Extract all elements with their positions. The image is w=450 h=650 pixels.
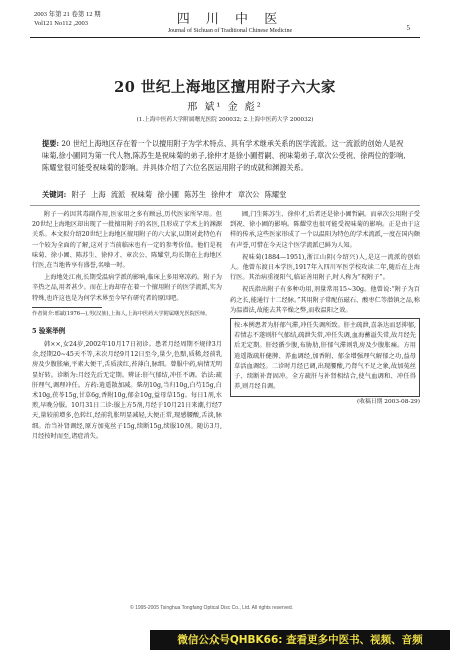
footnote-divider: [32, 307, 102, 308]
section-heading: 5 验案举例: [32, 326, 66, 335]
page-number: 5: [406, 24, 410, 32]
body-column-left: [32, 210, 222, 444]
keywords-label: 关键词:: [42, 190, 67, 199]
issue-en: Vol121 No112 ,2003: [34, 20, 88, 27]
journal-masthead: [150, 8, 310, 34]
abstract-text: 20 世纪上海地区存在着一个以擅用附子为学术特点、具有学术继承关系的医学流派。这一流派的创始人是祝味菊,徐小圃同为第一代人物,陈苏生是祝味菊的弟子,徐仲才是徐小圃哲嗣、祝味菊弟子,章次公受祝、徐两位的影响,陈耀堂很可能受祝味菊的影响。并具体介绍了六位名医运用附子的成就和渊源关系。: [42, 139, 406, 173]
author-footnote: 作者简介:邢斌(1976—),男(汉族),上海人,上海中医药大学附属曙光医院医师。: [32, 310, 211, 317]
case-commentary-box: [230, 318, 420, 397]
abstract-divider: [30, 205, 420, 206]
article-authors: 邢 斌¹ 金 彪²: [187, 102, 263, 113]
copyright-notice: © 1995-2005 Tsinghua Tongfang Optical Disc Co., Ltd. All rights reserved.: [130, 605, 294, 611]
keywords-text: 附子 上海 流派 祝味菊 徐小圃 陈苏生 徐仲才 章次公 陈耀堂: [71, 190, 287, 199]
body-paragraph: 祝味菊(1884—1951),浙江山阴(今绍兴)人,是这一流派的创始人。他曾东渡日本学医,1917年入四川军医学校攻读二年,随后在上海行医。其治病重视阳气,临证善用附子,时人称为“祝附子”。: [230, 253, 420, 282]
journal-title-cn: 四 川 中 医: [176, 12, 284, 27]
received-date: (收稿日期 2003-08-29): [357, 399, 420, 406]
abstract-label: 提要:: [42, 139, 60, 148]
issue-cn: 2003 年第 21 卷第 12 期: [34, 11, 101, 18]
header-divider: [30, 37, 420, 38]
author-affiliation: (1.上海中医药大学附属曙光医院 200032; 2.上海中医药大学 200032): [136, 117, 314, 123]
body-paragraph: 祝氏指出附子有多种功用,剂量常用15~30g。他曾说:“附子为百药之长,能通行十二经脉。”其用附子常配伍磁石、酸枣仁等潜镇之品,称为温潜法,故能去其辛燥之弊,而收温阳之效。: [230, 286, 420, 314]
journal-title-en: Journal of Sichuan of Traditional Chinese Medicine: [167, 28, 293, 34]
article-title: 20 世纪上海地区擅用附子六大家: [114, 79, 336, 96]
wechat-banner: 微信公众号QHBK66: 查看更多中医书、视频、音频: [150, 630, 450, 650]
case-report: 韩××,女24岁,2002年10月17日初诊。患者月经周期不规律3月余,经期20~45天不等,末次月经9月12日至今,量少,色黯,质稀,经前乳房及少腹胀痛,平素大便干,舌质淡红,苔薄白,脉细。曾服中药,病情无明显好转。诊断为:月经先后无定期。辨证:肝气郁结,冲任不调。治法:疏肝理气,调理冲任。方药:逍遥散加减。柴胡10g,当归10g,白芍15g,白术10g,茯苓15g,甘草6g,香附10g,郁金10g,益母草15g。每日1剂,水煎,早晚分服。10月31日二诊:服上方5剂,月经于10月21日来潮,行经7天,量较前增多,色转红,经前乳胀明显减轻,大便正常,现感腰酸,舌淡,脉细。治当补肾调经,原方加菟丝子15g,续断15g,续服10剂。随访3月,月经按时而至,诸症消失。: [32, 341, 222, 440]
body-paragraph: 上海地处江南,长期受温病学派的影响,临床上多用寒凉药。附子为辛热之品,用者甚少。而在上海却存在着一个擅用附子的医学流派,实为特殊,也许这也是为何学术界至今罕有研究者的原因吧。: [32, 274, 222, 302]
case-commentary: 按:本例患者为肝郁气滞,冲任失调所致。肝主疏泄,喜条达而恶抑郁,若情志不遂则肝气郁结,疏泄失常,冲任失调,血海蓄溢失常,故月经先后无定期。肝经循少腹,布胁肋,肝郁气滞则乳房及少腹胀痛。方用逍遥散疏肝健脾、养血调经,加香附、郁金增强理气解郁之功,益母草活血调经。二诊时月经已调,出现腰酸,乃肾气不足之象,故加菟丝子、续断补肾固冲。全方疏肝与补肾相结合,使气血调和、冲任得养,则月经自调。: [234, 322, 416, 391]
keywords: [42, 189, 408, 200]
body-column-right: [230, 210, 420, 410]
issue-info: [34, 10, 101, 28]
body-paragraph: 圃,门生陈苏生、徐仲才,后者还是徐小圃哲嗣。而章次公用附子受到祝、徐小圃的影响。陈耀堂也很可能受祝味菊的影响。正是由于这样的传承,这些医家形成了一个以温阳为特色的学术流派,一度在国内颇有声誉,可惜在今天这个医学流派已鲜为人知。: [230, 211, 420, 249]
body-paragraph: 附子一药因其毒副作用,医家用之多有顾忌,历代医家所罕用。但20世纪上海地区却出现了一批擅用附子的名医,且形成了学术上的渊源关系。本文拟介绍20世纪上海地区擅用附子的六大家,以期对此特色有一个较为全面的了解,这对于当前临床也有一定的参考价值。他们是祝味菊、徐小圃、陈苏生、徐仲才、章次公、陈耀堂,均长期在上海地区行医,在当地皆享有盛誉,名噪一时。: [32, 211, 222, 270]
abstract: [42, 138, 408, 175]
